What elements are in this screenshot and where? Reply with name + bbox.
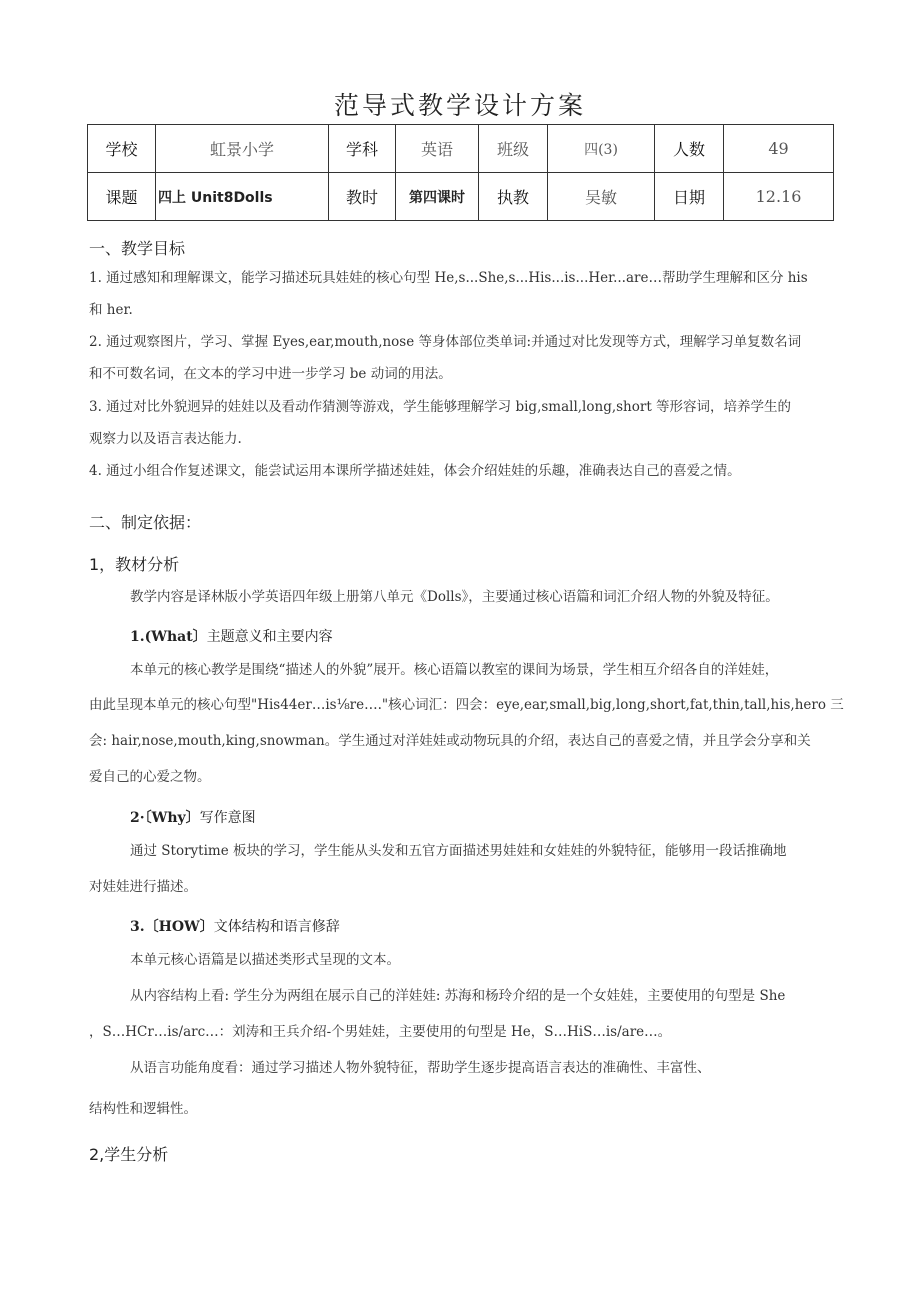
- subsection-heading-students: 2,学生分析: [89, 1145, 169, 1164]
- teacher-value: 吴敏: [548, 173, 655, 221]
- goal-line: 1. 通过感知和理解课文，能学习描述玩具娃娃的核心句型 He,s...She,s...His...is...Her...are…帮助学生理解和区分 his: [89, 270, 808, 286]
- paragraph-line: 本单元核心语篇是以描述类形式呈现的文本。: [130, 952, 400, 968]
- section-heading-goals: 一、教学目标: [89, 239, 186, 258]
- school-value: 虹景小学: [156, 125, 329, 173]
- document-title: 范导式教学设计方案: [333, 91, 586, 120]
- section-heading-basis: 二、制定依据：: [89, 513, 202, 532]
- subject-value: 英语: [396, 125, 479, 173]
- count-value: 49: [724, 125, 834, 173]
- class-value: 四(3): [548, 125, 655, 173]
- subject-label: 学科: [329, 125, 396, 173]
- paragraph-line: 对娃娃进行描述。: [89, 879, 197, 895]
- paragraph-line: 会: hair,nose,mouth,king,snowman。学生通过对洋娃娃或动物玩具的介绍，表达自己的喜爱之情，并且学会分享和关: [89, 733, 811, 749]
- paragraph-line: 教学内容是译林版小学英语四年级上册第八单元《Dolls》，主要通过核心语篇和词汇介绍人物的外貌及特征。: [130, 589, 779, 605]
- teacher-label: 执教: [479, 173, 548, 221]
- class-label: 班级: [479, 125, 548, 173]
- table-row: [88, 125, 834, 173]
- why-title: 写作意图: [199, 810, 256, 826]
- what-heading: [130, 626, 333, 646]
- goal-line: 和 her.: [89, 302, 133, 318]
- subsection-heading-material: 1，教材分析: [89, 555, 180, 574]
- paragraph-line: ，S…HCr…is/arc…：刘涛和王兵介绍-个男娃娃，主要使用的句型是 He，S…HiS…is/are…。: [89, 1024, 672, 1040]
- goal-line: 2. 通过观察图片，学习、掌握 Eyes,ear,mouth,nose 等身体部位类单词:并通过对比发现等方式，理解学习单复数名词: [89, 334, 802, 350]
- paragraph-line: 由此呈现本单元的核心句型"His44er…is⅛re…."核心词汇：四会：eye,ear,small,big,long,short,fat,thin,tall,his,hero 三: [89, 697, 844, 713]
- why-heading: [130, 807, 256, 827]
- period-label: 教时: [329, 173, 396, 221]
- paragraph-line: 结构性和逻辑性。: [89, 1101, 197, 1117]
- school-label: 学校: [88, 125, 156, 173]
- lesson-info-table: [87, 124, 834, 221]
- goal-line: 3. 通过对比外貌迥异的娃娃以及看动作猜测等游戏，学生能够理解学习 big,small,long,short 等形容词，培养学生的: [89, 399, 792, 415]
- paragraph-line: 通过 Storytime 板块的学习，学生能从头发和五官方面描述男娃娃和女娃娃的外貌特征，能够用一段话推确地: [130, 843, 787, 859]
- date-value: 12.16: [724, 173, 834, 221]
- date-label: 日期: [655, 173, 724, 221]
- goal-line: 和不可数名词，在文本的学习中进一步学习 be 动词的用法。: [89, 366, 452, 382]
- paragraph-line: 爱自己的心爱之物。: [89, 769, 211, 785]
- paragraph-line: 从内容结构上看: 学生分为两组在展示自己的洋娃娃: 苏海和杨玲介绍的是一个女娃娃，主要使用的句型是 She: [130, 988, 786, 1004]
- topic-label: 课题: [88, 173, 156, 221]
- goal-line: 观察力以及语言表达能力.: [89, 431, 242, 447]
- how-title: 文体结构和语言修辞: [213, 919, 340, 935]
- count-label: 人数: [655, 125, 724, 173]
- period-value: 第四课时: [396, 173, 479, 221]
- paragraph-line: 本单元的核心教学是围绕“描述人的外貌”展开。核心语篇以教室的课间为场景，学生相互介绍各自的洋娃娃，: [130, 662, 779, 678]
- what-number: 1.(What〕: [130, 629, 207, 645]
- topic-value: 四上 Unit8Dolls: [156, 173, 329, 221]
- goal-line: 4. 通过小组合作复述课文，能尝试运用本课所学描述娃娃，体会介绍娃娃的乐趣，准确表达自己的喜爱之情。: [89, 463, 741, 479]
- how-number: 3.〔HOW〕: [130, 919, 214, 935]
- what-title: 主题意义和主要内容: [206, 629, 333, 645]
- why-number: 2·〔Why〕: [130, 810, 200, 826]
- table-row: [88, 173, 834, 221]
- paragraph-line: 从语言功能角度看：通过学习描述人物外貌特征，帮助学生逐步提高语言表达的准确性、丰富性、: [130, 1060, 711, 1076]
- how-heading: [130, 916, 340, 936]
